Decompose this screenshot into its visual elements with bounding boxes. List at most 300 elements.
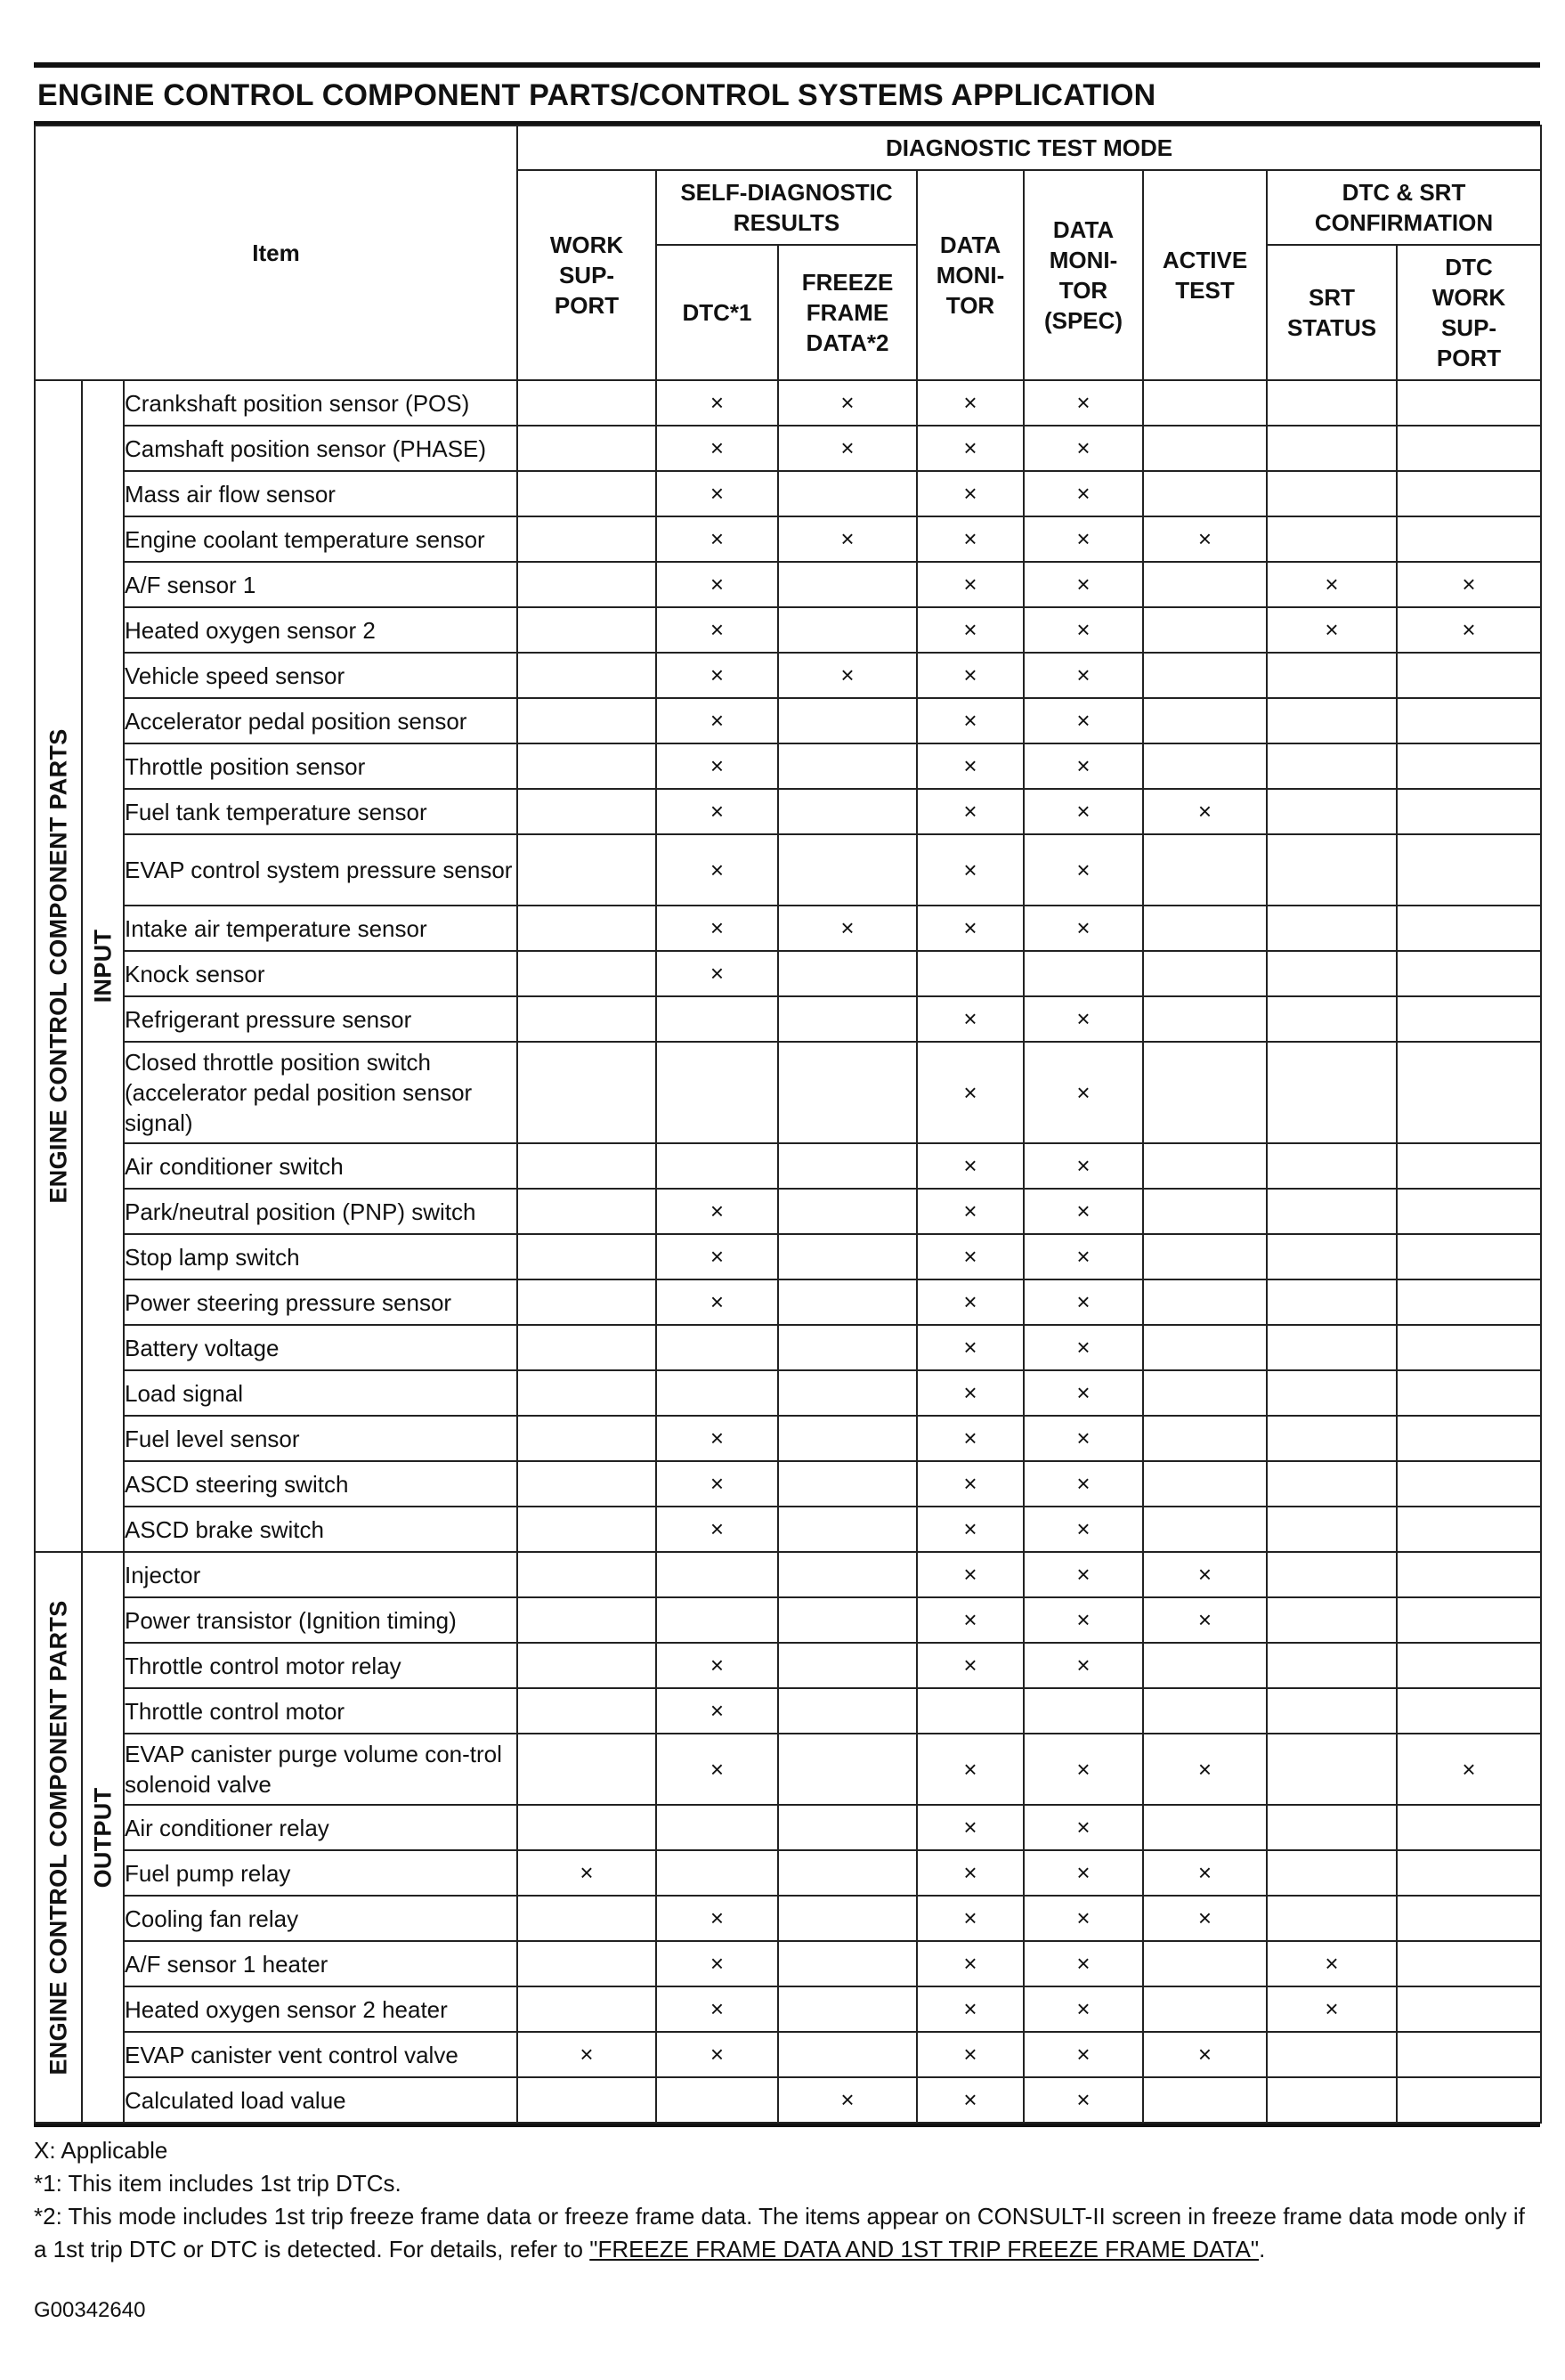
empty-cell [1397,1279,1541,1325]
header-data-monitor-spec: DATA MONI- TOR (SPEC) [1024,170,1143,380]
item-name: Fuel tank temperature sensor [124,789,517,834]
item-name: Closed throttle position switch (accelerator pedal position sensor signal) [124,1042,517,1143]
subgroup-label: INPUT [89,929,116,1003]
empty-cell [1267,1850,1397,1896]
note-2-end: . [1259,2236,1266,2262]
empty-cell [517,1805,656,1850]
empty-cell [1397,1189,1541,1234]
applicable-mark: × [917,1507,1024,1552]
applicable-mark: × [1397,562,1541,607]
applicable-mark: × [1143,1597,1267,1643]
empty-cell [778,1805,917,1850]
applicable-mark: × [1024,1370,1143,1416]
applicable-mark: × [778,906,917,951]
empty-cell [1267,471,1397,516]
item-name: Stop lamp switch [124,1234,517,1279]
page-title: ENGINE CONTROL COMPONENT PARTS/CONTROL SYSTEMS APPLICATION [34,68,1540,125]
empty-cell [517,471,656,516]
empty-cell [517,1597,656,1643]
figure-code: G00342640 [34,2298,146,2322]
subgroup-label-cell [82,1552,124,2123]
item-name: Throttle control motor relay [124,1643,517,1688]
applicable-mark: × [1024,1805,1143,1850]
empty-cell [1267,1416,1397,1461]
item-name: EVAP canister purge volume con-trol solenoid valve [124,1734,517,1805]
item-name: Heated oxygen sensor 2 heater [124,1986,517,2032]
empty-cell [1397,1597,1541,1643]
empty-cell [1267,1370,1397,1416]
empty-cell [1267,951,1397,996]
applicable-mark: × [1143,1734,1267,1805]
empty-cell [517,789,656,834]
item-name: Throttle control motor [124,1688,517,1734]
subgroup-label: OUTPUT [89,1787,116,1888]
empty-cell [1267,380,1397,426]
empty-cell [1397,996,1541,1042]
item-name: Battery voltage [124,1325,517,1370]
applicable-mark: × [1024,1597,1143,1643]
applicable-mark: × [656,1507,778,1552]
applicable-mark: × [656,1896,778,1941]
applicable-mark: × [1024,1941,1143,1986]
empty-cell [1397,1325,1541,1370]
table-body [35,380,1541,2123]
applicable-mark: × [1024,834,1143,906]
empty-cell [1267,1325,1397,1370]
applicable-mark: × [917,653,1024,698]
item-name: A/F sensor 1 heater [124,1941,517,1986]
applicable-mark: × [1024,1986,1143,2032]
header-freeze-frame: FREEZE FRAME DATA*2 [778,245,917,380]
header-data-monitor: DATA MONI- TOR [917,170,1024,380]
applicable-mark: × [917,1597,1024,1643]
table-row [35,906,1541,951]
empty-cell [1143,1461,1267,1507]
applicable-mark: × [656,1941,778,1986]
empty-cell [1267,1552,1397,1597]
applicable-mark: × [917,698,1024,743]
empty-cell [1143,1143,1267,1189]
empty-cell [778,1552,917,1597]
table-row [35,1189,1541,1234]
applicable-mark: × [1267,1986,1397,2032]
empty-cell [656,1325,778,1370]
header-active-test: ACTIVE TEST [1143,170,1267,380]
empty-cell [1143,1325,1267,1370]
applicable-mark: × [917,1552,1024,1597]
document-page [34,62,1540,2323]
empty-cell [1143,380,1267,426]
empty-cell [1397,1896,1541,1941]
applicable-mark: × [1024,607,1143,653]
applicable-mark: × [778,653,917,698]
empty-cell [517,743,656,789]
empty-cell [1267,1597,1397,1643]
applicable-mark: × [1024,1325,1143,1370]
empty-cell [517,1896,656,1941]
empty-cell [1397,743,1541,789]
empty-cell [778,789,917,834]
empty-cell [517,1941,656,1986]
header-item: Item [35,126,517,380]
empty-cell [1267,1805,1397,1850]
table-row [35,516,1541,562]
table-row [35,1416,1541,1461]
table-row [35,653,1541,698]
empty-cell [778,1896,917,1941]
empty-cell [1143,653,1267,698]
applicable-mark: × [656,906,778,951]
empty-cell [1143,1643,1267,1688]
empty-cell [1397,834,1541,906]
applicable-mark: × [917,1042,1024,1143]
applicable-mark: × [917,1370,1024,1416]
applicable-mark: × [917,471,1024,516]
empty-cell [1143,743,1267,789]
header-diagnostic-test-mode: DIAGNOSTIC TEST MODE [517,126,1541,170]
applicable-mark: × [656,1461,778,1507]
applicable-mark: × [656,653,778,698]
applicable-mark: × [656,951,778,996]
note-applicable: X: Applicable [34,2137,168,2164]
table-row [35,1279,1541,1325]
empty-cell [1397,1688,1541,1734]
empty-cell [778,996,917,1042]
applicable-mark: × [1024,1042,1143,1143]
empty-cell [517,1461,656,1507]
applicable-mark: × [1024,1279,1143,1325]
applicable-mark: × [917,1189,1024,1234]
empty-cell [517,1234,656,1279]
empty-cell [1143,426,1267,471]
applicable-mark: × [917,1986,1024,2032]
empty-cell [778,1370,917,1416]
empty-cell [1397,951,1541,996]
applicable-mark: × [917,1805,1024,1850]
empty-cell [1267,1507,1397,1552]
empty-cell [1267,1143,1397,1189]
table-row [35,2032,1541,2077]
empty-cell [778,698,917,743]
applicable-mark: × [917,1461,1024,1507]
applicable-mark: × [656,2032,778,2077]
empty-cell [517,607,656,653]
empty-cell [1143,1941,1267,1986]
table-row [35,834,1541,906]
empty-cell [517,2077,656,2123]
table-row [35,1597,1541,1643]
empty-cell [517,653,656,698]
table-row [35,789,1541,834]
applicable-mark: × [1024,426,1143,471]
empty-cell [1267,1042,1397,1143]
applicable-mark: × [656,426,778,471]
empty-cell [1397,1850,1541,1896]
empty-cell [1397,1643,1541,1688]
applicable-mark: × [917,1643,1024,1688]
empty-cell [1397,653,1541,698]
empty-cell [517,1370,656,1416]
empty-cell [1024,951,1143,996]
empty-cell [1267,906,1397,951]
applicable-mark: × [1143,2032,1267,2077]
applicable-mark: × [917,516,1024,562]
footnotes [34,2127,1540,2266]
table-row [35,1325,1541,1370]
applicable-mark: × [656,1234,778,1279]
empty-cell [1143,471,1267,516]
empty-cell [517,562,656,607]
empty-cell [778,1643,917,1688]
header-dtc-srt-confirmation: DTC & SRT CONFIRMATION [1267,170,1541,245]
group-label-cell [35,380,82,1552]
table-row [35,1805,1541,1850]
empty-cell [517,1507,656,1552]
table-row [35,1941,1541,1986]
applicable-mark: × [778,426,917,471]
empty-cell [656,1143,778,1189]
applicable-mark: × [1024,1461,1143,1507]
applicable-mark: × [1024,471,1143,516]
applicable-mark: × [1024,2077,1143,2123]
empty-cell [1143,698,1267,743]
empty-cell [1143,607,1267,653]
empty-cell [1267,789,1397,834]
empty-cell [1267,2077,1397,2123]
empty-cell [778,1597,917,1643]
table-row [35,951,1541,996]
item-name: Crankshaft position sensor (POS) [124,380,517,426]
empty-cell [656,1042,778,1143]
item-name: Air conditioner relay [124,1805,517,1850]
empty-cell [778,743,917,789]
applicable-mark: × [1024,1850,1143,1896]
table-row [35,1643,1541,1688]
item-name: Engine coolant temperature sensor [124,516,517,562]
empty-cell [1397,698,1541,743]
empty-cell [917,1688,1024,1734]
group-label: ENGINE CONTROL COMPONENT PARTS [45,1599,71,2075]
applicable-mark: × [1267,1941,1397,1986]
empty-cell [517,698,656,743]
item-name: Heated oxygen sensor 2 [124,607,517,653]
applicable-mark: × [656,1279,778,1325]
empty-cell [656,1597,778,1643]
empty-cell [1267,834,1397,906]
applicable-mark: × [778,516,917,562]
empty-cell [517,1688,656,1734]
empty-cell [778,951,917,996]
item-name: Calculated load value [124,2077,517,2123]
item-name: Park/neutral position (PNP) switch [124,1189,517,1234]
applicable-mark: × [656,607,778,653]
applicable-mark: × [517,1850,656,1896]
empty-cell [517,1734,656,1805]
item-name: Accelerator pedal position sensor [124,698,517,743]
applicable-mark: × [656,380,778,426]
empty-cell [1267,743,1397,789]
empty-cell [778,1734,917,1805]
applicable-mark: × [1024,698,1143,743]
empty-cell [1143,1370,1267,1416]
empty-cell [1267,1189,1397,1234]
applicable-mark: × [917,1850,1024,1896]
empty-cell [1397,1552,1541,1597]
applicable-mark: × [1024,2032,1143,2077]
empty-cell [1143,1042,1267,1143]
empty-cell [778,2032,917,2077]
applicable-mark: × [1143,1896,1267,1941]
table-row [35,1143,1541,1189]
applicable-mark: × [1024,743,1143,789]
empty-cell [1397,1370,1541,1416]
empty-cell [656,2077,778,2123]
table-row [35,1507,1541,1552]
item-name: Intake air temperature sensor [124,906,517,951]
applicable-mark: × [1143,789,1267,834]
note-2-reference-link[interactable]: "FREEZE FRAME DATA AND 1ST TRIP FREEZE FRAME DATA" [589,2236,1260,2262]
table-row [35,743,1541,789]
empty-cell [1267,2032,1397,2077]
empty-cell [778,1042,917,1143]
empty-cell [778,1143,917,1189]
empty-cell [1267,996,1397,1042]
header-dtc-work-support: DTC WORK SUP- PORT [1397,245,1541,380]
applicable-mark: × [917,380,1024,426]
table-row [35,698,1541,743]
empty-cell [517,996,656,1042]
empty-cell [1143,834,1267,906]
table-row [35,562,1541,607]
applicable-mark: × [656,743,778,789]
table-row [35,1552,1541,1597]
empty-cell [1143,1805,1267,1850]
empty-cell [778,607,917,653]
applicable-mark: × [1024,906,1143,951]
empty-cell [1143,1688,1267,1734]
applicable-mark: × [656,471,778,516]
empty-cell [517,906,656,951]
applicable-mark: × [917,906,1024,951]
applicable-mark: × [1267,562,1397,607]
empty-cell [517,1552,656,1597]
item-name: Cooling fan relay [124,1896,517,1941]
empty-cell [1143,562,1267,607]
applicable-mark: × [917,1896,1024,1941]
empty-cell [1397,2077,1541,2123]
table-row [35,1370,1541,1416]
table-row [35,380,1541,426]
applicable-mark: × [1024,1416,1143,1461]
applicable-mark: × [1024,789,1143,834]
empty-cell [1267,1688,1397,1734]
empty-cell [778,1507,917,1552]
item-name: Knock sensor [124,951,517,996]
table-row [35,607,1541,653]
applicable-mark: × [917,562,1024,607]
applicable-mark: × [656,516,778,562]
empty-cell [1143,951,1267,996]
header-srt-status: SRT STATUS [1267,245,1397,380]
table-row [35,1850,1541,1896]
note-1: *1: This item includes 1st trip DTCs. [34,2170,401,2197]
item-name: ASCD brake switch [124,1507,517,1552]
applicable-mark: × [517,2032,656,2077]
empty-cell [1397,1416,1541,1461]
item-name: Load signal [124,1370,517,1416]
applicable-mark: × [656,698,778,743]
table-row [35,1042,1541,1143]
item-name: Vehicle speed sensor [124,653,517,698]
empty-cell [1397,1941,1541,1986]
empty-cell [1143,1234,1267,1279]
applicable-mark: × [656,1986,778,2032]
item-name: Fuel level sensor [124,1416,517,1461]
table-row [35,996,1541,1042]
empty-cell [778,1850,917,1896]
empty-cell [1397,380,1541,426]
empty-cell [1397,1234,1541,1279]
header-self-diagnostic-results: SELF-DIAGNOSTIC RESULTS [656,170,917,245]
table-row [35,426,1541,471]
applicable-mark: × [1024,1734,1143,1805]
empty-cell [1267,1234,1397,1279]
item-name: Refrigerant pressure sensor [124,996,517,1042]
empty-cell [517,1042,656,1143]
applicable-mark: × [917,743,1024,789]
empty-cell [517,1325,656,1370]
empty-cell [656,996,778,1042]
table-row [35,1234,1541,1279]
empty-cell [778,1416,917,1461]
empty-cell [778,1325,917,1370]
empty-cell [1143,906,1267,951]
group-label-cell [35,1552,82,2123]
empty-cell [517,1189,656,1234]
applicable-mark: × [656,1643,778,1688]
empty-cell [1397,1986,1541,2032]
empty-cell [1397,471,1541,516]
applicable-mark: × [917,1279,1024,1325]
applicable-mark: × [917,2077,1024,2123]
applicable-mark: × [917,1325,1024,1370]
applicable-mark: × [656,1688,778,1734]
empty-cell [778,471,917,516]
applicable-mark: × [917,1941,1024,1986]
empty-cell [517,1643,656,1688]
empty-cell [1024,1688,1143,1734]
applicable-mark: × [917,607,1024,653]
table-row [35,1986,1541,2032]
applicable-mark: × [917,1234,1024,1279]
empty-cell [778,1941,917,1986]
group-label: ENGINE CONTROL COMPONENT PARTS [45,728,71,1204]
applicable-mark: × [656,562,778,607]
empty-cell [1267,1279,1397,1325]
applicable-mark: × [1024,996,1143,1042]
applicable-mark: × [656,1416,778,1461]
applicable-mark: × [1397,607,1541,653]
table-row [35,1896,1541,1941]
empty-cell [656,1805,778,1850]
applicable-mark: × [917,1734,1024,1805]
applicable-mark: × [917,996,1024,1042]
applicable-mark: × [1024,1896,1143,1941]
item-name: EVAP control system pressure sensor [124,834,517,906]
empty-cell [1267,1461,1397,1507]
item-name: Fuel pump relay [124,1850,517,1896]
empty-cell [1267,698,1397,743]
